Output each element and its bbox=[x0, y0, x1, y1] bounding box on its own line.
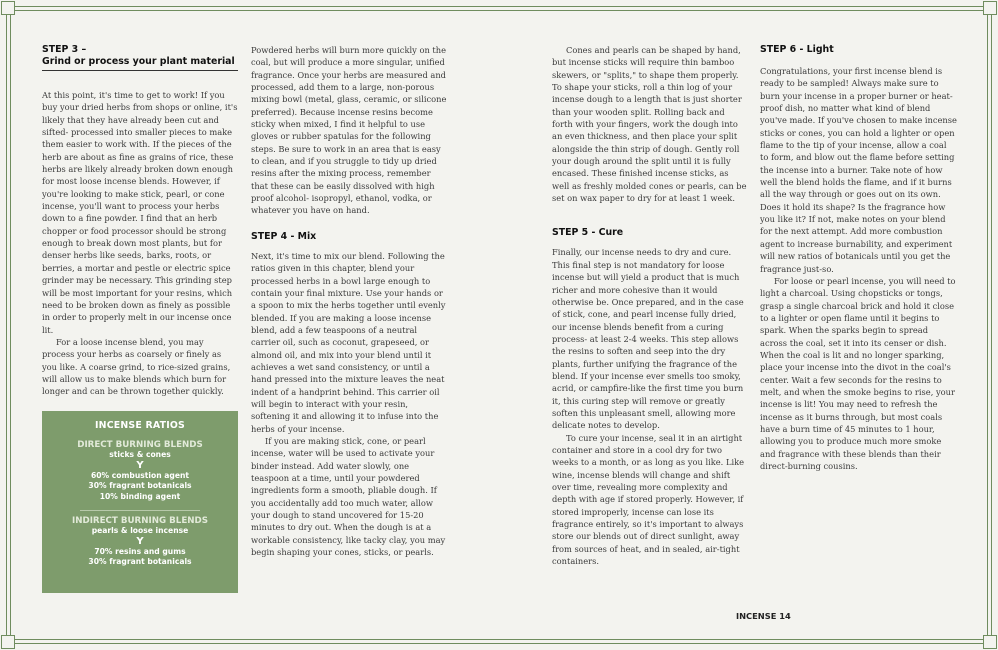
indirect-ratio-item: 30% fragrant botanicals bbox=[88, 557, 192, 566]
step-5-intro-paragraph: Cones and pearls can be shaped by hand, but incense sticks will require thin bamboo skewers, or "splits," to shape them properly. To shape your sticks, roll a thin log of your incense dough to a length that is just shorter than your wooden split. Rolling back and forth with your fingers, work the dough into an even thickness, and then place your split alongside the thin strip of dough. Gently roll your dough around the split until it is fully encased. These finished incense sticks, as well as freshly molded cones or pearls, can be set on wax paper to dry for at least 1 week. bbox=[552, 45, 747, 204]
direct-arrow-icon: Y bbox=[136, 459, 144, 471]
column-step-3 bbox=[42, 44, 238, 398]
step-4-paragraph-2: If you are making stick, cone, or pearl incense, water will be used to activate your binder instead. Add water slowly, one teaspoon at a time, until your powdered ingredients form a smooth, pliable dough. If you accidentally add too much water, allow your dough to stand uncovered for 15-20 minutes to dry out. When the dough is at a workable consistency, like tacky clay, you may begin shaping your cones, sticks, or pearls. bbox=[251, 435, 446, 558]
step-3-paragraph-2: For a loose incense blend, you may process your herbs as coarsely or finely as you like. A coarse grind, to rice-sized grains, will allow us to make blends which burn for longer and can be thrown together quickly. bbox=[42, 336, 231, 397]
step-4-paragraph-1: Next, it's time to mix our blend. Following the ratios given in this chapter, blend your processed herbs in a bowl large enough to contain your final mixture. Use your hands or a spoon to mix the herbs together until evenly blended. If you are making a loose incense blend, add a few teaspoons of a neutral carrier oil, such as coconut, grapeseed, or almond oil, and mix into your blend until it achieves a wet sand consistency, or until a hand pressed into the mixture leaves the neat indent of a handprint behind. This carrier oil will begin to interact with your resin, softening it and allowing it to infuse into the herbs of your incense. bbox=[251, 250, 446, 434]
step-6-paragraph-2: For loose or pearl incense, you will need to light a charcoal. Using chopsticks or tongs, grasp a single charcoal brick and hold it close to a lighter or open flame until it begins to spark. When the sparks begin to spread across the coal, set it into its censer or dish. When the coal is lit and no longer sparking, place your incense into the divot in the coal's center. Wait a few seconds for the resins to melt, and when the smoke begins to rise, your incense is lit! You may need to refresh the incense as it burns through, but most coals have a burn time of 45 minutes to 1 hour, allowing you to produce much more smoke and fragrance with these blends than their direct-burning cousins. bbox=[760, 275, 956, 471]
step-3-heading-line2: Grind or process your plant material bbox=[42, 56, 235, 67]
ratios-title: INCENSE RATIOS bbox=[94, 420, 186, 431]
direct-burning-title: DIRECT BURNING BLENDS bbox=[77, 440, 203, 450]
step-3-heading-line1: STEP 3 – bbox=[42, 44, 87, 55]
direct-ratio-item: 60% combustion agent bbox=[90, 470, 190, 480]
step-4-intro-paragraph: Powdered herbs will burn more quickly on the coal, but will produce a more singular, unified fragrance. Once your herbs are measured and processed, add them to a large, non-porous mixing bowl (metal, glass, ceramic, or silicone preferred). Because incense resins become sticky when mixed, I find it helpful to use gloves or rubber spatulas for the following steps. Be sure to work in an area that is easy to clean, and if you struggle to tidy up dried resins after the mixing process, remember that these can be easily dissolved with high proof alcohol- isopropyl, ethanol, vodka, or whatever you have on hand. bbox=[251, 45, 447, 216]
indirect-ratio-item: 70% resins and gums bbox=[94, 546, 186, 556]
step-5-heading: STEP 5 - Cure bbox=[552, 227, 624, 239]
corner-ornament bbox=[1, 635, 15, 649]
corner-ornament bbox=[983, 635, 997, 649]
step-3-paragraph-1: At this point, it's time to get to work! If you buy your dried herbs from shops or online, it's likely that they have already been cut and sifted- processed into smaller pieces to make them easier to work with. If the pieces of the herb are about as fine as grains of rice, these herbs are likely already broken down enough for most loose incense blends. However, if you're looking to make stick, pearl, or cone incense, you'll want to process your herbs down to a fine powder. I find that an herb chopper or food processor should be strong enough to break down most plants, but for denser herbs like seeds, barks, roots, or berries, a mortar and pestle or electric spice grinder may be necessary. This grinding step will be most important for your resins, which need to be broken down as finely as possible in order to properly melt in our incense once lit. bbox=[42, 90, 238, 335]
indirect-arrow-icon: Y bbox=[136, 535, 144, 547]
step-6-paragraph-1: Congratulations, your first incense blend is ready to be sampled! Always make sure to burn your incense in a proper burner or heat-proof dish, no matter what kind of blend you've made. If you've chosen to make incense sticks or cones, you can hold a lighter or open flame to the tip of your incense, allow a coal to form, and blow out the flame before setting the incense into a burner. Take note of how well the blend holds the flame, and if it burns all the way through or goes out on its own. Does it hold its shape? Is the fragrance how you like it? If not, make notes on your blend for the next attempt. Add more combustion agent to increase burnability, and experiment will new ratios of botanicals until you get the fragrance just-so. bbox=[760, 66, 957, 274]
step-5-paragraph-1: Finally, our incense needs to dry and cure. This final step is not mandatory for loose incense but will yield a product that is much richer and more cohesive than it would otherwise be. Once prepared, and in the case of stick, cone, and pearl incense fully dried, our incense blends benefit from a curing process- at least 2-4 weeks. This step allows the resins to soften and seep into the dry plants, further unifying the fragrance of the blend. If your incense ever smells too smoky, acrid, or campfire-like the first time you burn it, this curing step will remove or greatly soften this unpleasant smell, allowing more delicate notes to develop. bbox=[552, 247, 744, 431]
step-6-heading: STEP 6 - Light bbox=[760, 44, 834, 55]
indirect-burning-title: INDIRECT BURNING BLENDS bbox=[71, 516, 209, 526]
column-step-4 bbox=[251, 44, 447, 558]
page-number: INCENSE 14 bbox=[736, 611, 791, 621]
direct-ratio-item: 10% binding agent bbox=[99, 491, 181, 501]
direct-burning-subtitle: sticks & cones bbox=[109, 450, 171, 459]
ratios-divider bbox=[80, 510, 200, 511]
corner-ornament bbox=[983, 1, 997, 15]
incense-ratios-box bbox=[42, 411, 238, 593]
step-5-paragraph-2: To cure your incense, seal it in an airtight container and store in a cool dry for two weeks to a month, or as long as you like. Like wine, incense blends will change and shift over time, revealing more complexity and depth with age if stored properly. However, if stored improperly, incense can lose its fragrance entirely, so it's important to always store our blends out of direct sunlight, away from sources of heat, and in sealed, air-tight containers. bbox=[552, 432, 745, 567]
corner-ornament bbox=[1, 1, 15, 15]
indirect-burning-subtitle: pearls & loose incense bbox=[91, 526, 189, 535]
column-step-5 bbox=[552, 44, 748, 567]
step-4-heading: STEP 4 - Mix bbox=[251, 230, 317, 242]
heading-rule bbox=[42, 70, 238, 71]
direct-ratio-item: 30% fragrant botanicals bbox=[88, 481, 192, 490]
column-step-6 bbox=[760, 44, 957, 472]
